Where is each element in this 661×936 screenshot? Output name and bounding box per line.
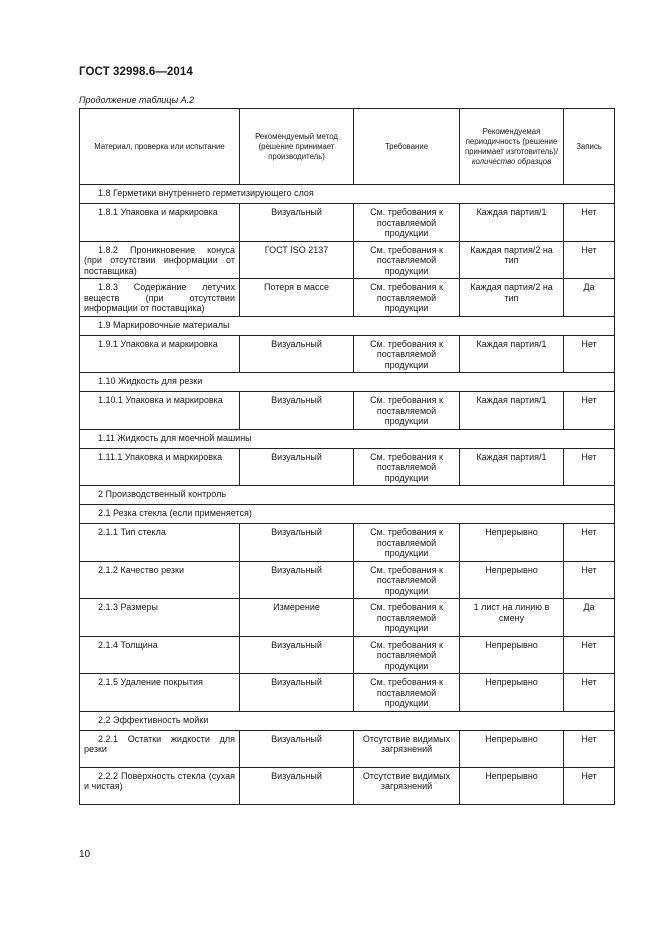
cell-requirement: Отсутствие видимых загрязнений	[354, 767, 460, 804]
table-row	[80, 599, 615, 637]
cell-material: 1.10.1 Упаковка и маркировка	[80, 392, 240, 430]
table-caption: Продолжение таблицы А.2	[79, 95, 195, 105]
cell-method: Визуальный	[240, 524, 354, 562]
cell-requirement: См. требования к поставляемой продукции	[354, 599, 460, 637]
cell-method: Визуальный	[240, 561, 354, 599]
cell-requirement: См. требования к поставляемой продукции	[354, 524, 460, 562]
header-periodicity-main: Рекомендуемая периодичность (решение принимает изготовитель)/	[464, 126, 559, 156]
cell-method: Потеря в массе	[240, 279, 354, 317]
table-row	[80, 561, 615, 599]
cell-record: Нет	[564, 730, 615, 767]
cell-requirement: См. требования к поставляемой продукции	[354, 279, 460, 317]
cell-periodicity: Каждая партия/2 на тип	[460, 241, 564, 279]
cell-material: 2.2.1 Остатки жидкости для резки	[80, 730, 240, 767]
cell-method: Визуальный	[240, 392, 354, 430]
cell-method: Визуальный	[240, 335, 354, 373]
cell-method: Визуальный	[240, 204, 354, 242]
section-title: 2 Производственный контроль	[80, 486, 615, 505]
table-row	[80, 730, 615, 767]
cell-requirement: См. требования к поставляемой продукции	[354, 204, 460, 242]
cell-periodicity: Непрерывно	[460, 636, 564, 674]
section-row	[80, 373, 615, 392]
cell-method: Визуальный	[240, 636, 354, 674]
cell-record: Да	[564, 599, 615, 637]
cell-record: Нет	[564, 767, 615, 804]
section-row	[80, 711, 615, 730]
section-title: 1.9 Маркировочные материалы	[80, 316, 615, 335]
cell-periodicity: Непрерывно	[460, 767, 564, 804]
cell-periodicity: Непрерывно	[460, 730, 564, 767]
cell-requirement: См. требования к поставляемой продукции	[354, 448, 460, 486]
cell-periodicity: Непрерывно	[460, 524, 564, 562]
table-row	[80, 636, 615, 674]
cell-method: Визуальный	[240, 767, 354, 804]
cell-record: Нет	[564, 335, 615, 373]
section-row	[80, 486, 615, 505]
table-row	[80, 767, 615, 804]
cell-periodicity: Каждая партия/1	[460, 392, 564, 430]
table-row	[80, 524, 615, 562]
table-row	[80, 392, 615, 430]
table-row	[80, 448, 615, 486]
table-row	[80, 335, 615, 373]
cell-material: 2.1.5 Удаление покрытия	[80, 674, 240, 712]
page-number: 10	[79, 849, 91, 860]
header-periodicity-samples: количество образцов	[471, 156, 552, 166]
section-title: 2.1 Резка стекла (если применяется)	[80, 505, 615, 524]
cell-record: Нет	[564, 204, 615, 242]
cell-material: 2.1.4 Толщина	[80, 636, 240, 674]
cell-material: 1.11.1 Упаковка и маркировка	[80, 448, 240, 486]
cell-material: 1.8.1 Упаковка и маркировка	[80, 204, 240, 242]
cell-record: Да	[564, 279, 615, 317]
table-header-row	[80, 109, 615, 185]
cell-material: 1.9.1 Упаковка и маркировка	[80, 335, 240, 373]
cell-material: 2.2.2 Поверхность стекла (сухая и чистая)	[80, 767, 240, 804]
cell-method: Визуальный	[240, 674, 354, 712]
cell-periodicity: Каждая партия/1	[460, 204, 564, 242]
cell-requirement: См. требования к поставляемой продукции	[354, 392, 460, 430]
cell-material: 1.8.3 Содержание летучих веществ (при отсутствии информации от поставщика)	[80, 279, 240, 317]
cell-record: Нет	[564, 524, 615, 562]
section-title: 1.10 Жидкость для резки	[80, 373, 615, 392]
cell-periodicity: Каждая партия/1	[460, 335, 564, 373]
requirements-table	[79, 108, 615, 805]
section-row	[80, 316, 615, 335]
cell-requirement: См. требования к поставляемой продукции	[354, 636, 460, 674]
header-material: Материал, проверка или испытание	[80, 109, 240, 185]
cell-material: 2.1.2 Качество резки	[80, 561, 240, 599]
section-title: 1.11 Жидкость для моечной машины	[80, 429, 615, 448]
header-requirement: Требование	[354, 109, 460, 185]
cell-method: ГОСТ ISO 2137	[240, 241, 354, 279]
table-row	[80, 279, 615, 317]
cell-requirement: См. требования к поставляемой продукции	[354, 241, 460, 279]
cell-periodicity: 1 лист на линию в смену	[460, 599, 564, 637]
cell-record: Нет	[564, 561, 615, 599]
cell-requirement: См. требования к поставляемой продукции	[354, 335, 460, 373]
table-row	[80, 674, 615, 712]
cell-record: Нет	[564, 241, 615, 279]
table-row	[80, 204, 615, 242]
cell-periodicity: Каждая партия/1	[460, 448, 564, 486]
table-body	[80, 185, 615, 805]
cell-record: Нет	[564, 636, 615, 674]
cell-periodicity: Каждая партия/2 на тип	[460, 279, 564, 317]
cell-requirement: Отсутствие видимых загрязнений	[354, 730, 460, 767]
cell-record: Нет	[564, 448, 615, 486]
header-method: Рекомендуемый метод (решение принимает производитель)	[240, 109, 354, 185]
header-record: Запись	[564, 109, 615, 185]
table-row	[80, 241, 615, 279]
cell-periodicity: Непрерывно	[460, 674, 564, 712]
standard-title: ГОСТ 32998.6—2014	[79, 66, 193, 78]
cell-material: 2.1.1 Тип стекла	[80, 524, 240, 562]
section-row	[80, 185, 615, 204]
cell-periodicity: Непрерывно	[460, 561, 564, 599]
cell-method: Измерение	[240, 599, 354, 637]
cell-record: Нет	[564, 392, 615, 430]
cell-requirement: См. требования к поставляемой продукции	[354, 674, 460, 712]
cell-method: Визуальный	[240, 448, 354, 486]
section-title: 1.8 Герметики внутреннего герметизирующего слоя	[80, 185, 615, 204]
section-title: 2.2 Эффективность мойки	[80, 711, 615, 730]
cell-method: Визуальный	[240, 730, 354, 767]
header-periodicity	[460, 109, 564, 185]
cell-material: 2.1.3 Размеры	[80, 599, 240, 637]
cell-material: 1.8.2 Проникновение конуса (при отсутствии информации от поставщика)	[80, 241, 240, 279]
cell-requirement: См. требования к поставляемой продукции	[354, 561, 460, 599]
cell-record: Нет	[564, 674, 615, 712]
section-row	[80, 429, 615, 448]
section-row	[80, 505, 615, 524]
